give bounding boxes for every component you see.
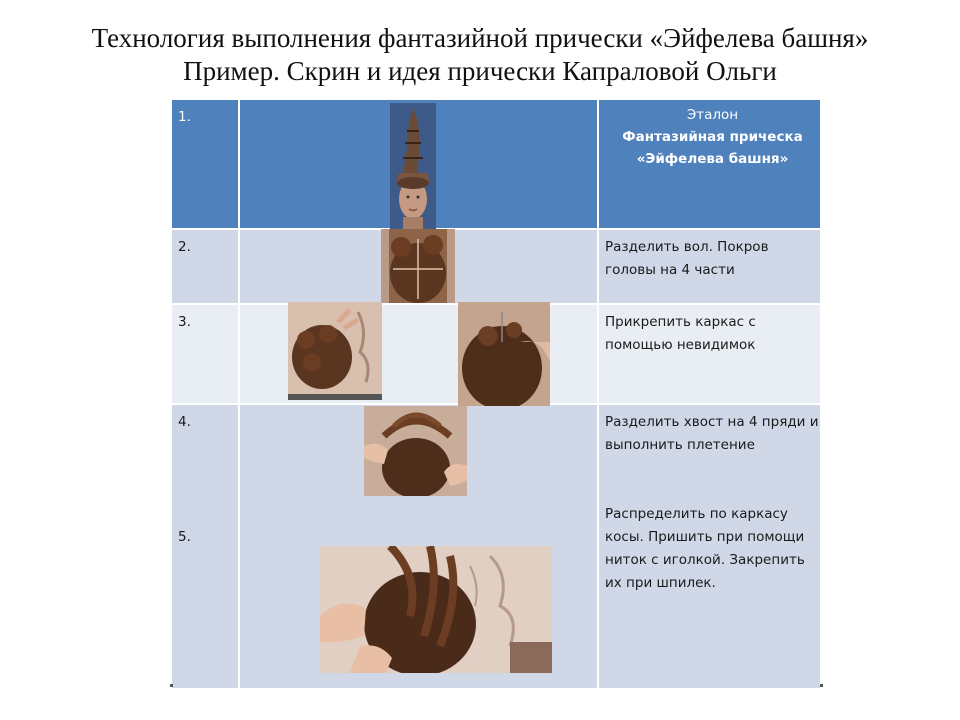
row-text: Разделить вол. Покров головы на 4 части xyxy=(599,230,820,303)
title-line-1: Технология выполнения фантазийной прически «Эйфелева башня» xyxy=(91,23,869,53)
row-number: 4. xyxy=(178,414,191,430)
header-label-name: Фантазийная прическа xyxy=(622,129,803,145)
row-text-cell xyxy=(599,405,820,688)
frame-attach-photo xyxy=(288,302,382,400)
header-label-quote: «Эйфелева башня» xyxy=(636,151,789,167)
braiding-photo xyxy=(364,406,467,496)
row-text: Разделить хвост на 4 пряди и выполнить плетение xyxy=(605,414,819,453)
table-row xyxy=(172,230,820,303)
title-line-2: Пример. Скрин и идея прически Капраловой Ольги xyxy=(183,56,777,86)
corner-mark xyxy=(820,684,823,687)
header-number: 1. xyxy=(172,100,238,228)
corner-mark xyxy=(170,684,173,687)
row-number: 3. xyxy=(172,305,238,403)
slide-title xyxy=(0,22,960,88)
braids-on-frame-photo xyxy=(320,546,552,673)
row-number: 5. xyxy=(178,529,191,545)
header-label xyxy=(599,100,820,228)
frame-attach-closeup-photo xyxy=(458,302,550,406)
row-number-cell xyxy=(172,405,238,688)
row-text: Прикрепить каркас с помощью невидимок xyxy=(599,305,820,403)
eiffel-tower-hairstyle-photo xyxy=(390,103,436,229)
row-text: Распределить по каркасу косы. Пришить при помощи ниток с иголкой. Закрепить их при шпилек. xyxy=(605,506,805,591)
header-label-etalon: Эталон xyxy=(686,107,739,123)
row-number: 2. xyxy=(172,230,238,303)
head-parted-photo xyxy=(381,229,455,303)
table-header-row xyxy=(172,100,820,228)
